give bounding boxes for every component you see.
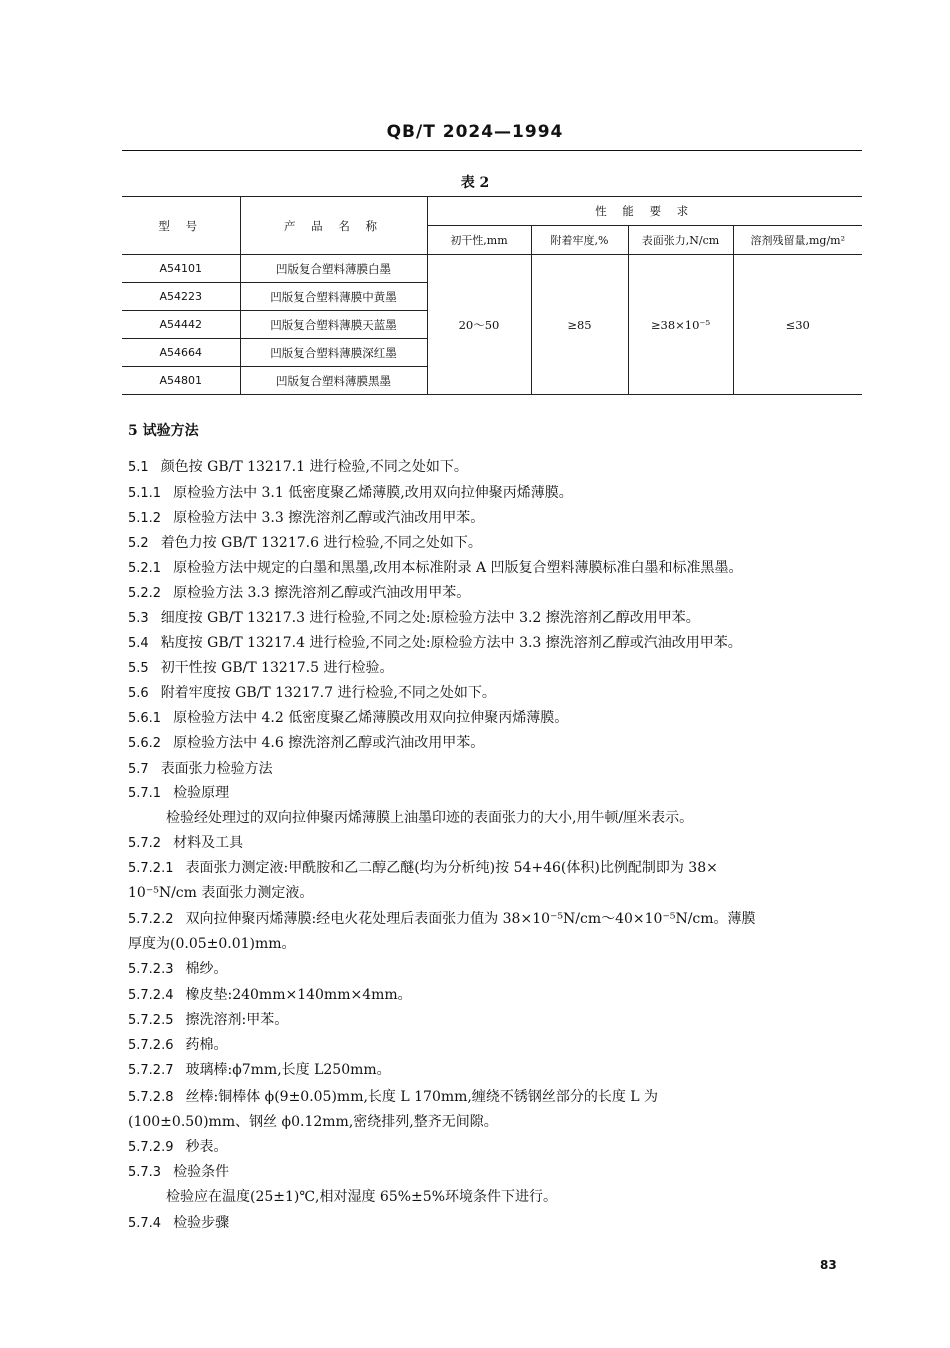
row-model: A54801 [122, 367, 240, 395]
clause-number: 5.2.1 [128, 561, 162, 576]
clause-number: 5.7.2.4 [128, 988, 174, 1003]
clause-text: 玻璃棒:ϕ7mm,长度 L250mm。 [185, 1062, 391, 1078]
clause-number: 5.3 [128, 611, 149, 626]
table-caption: 表 2 [460, 175, 490, 191]
clause-text: 附着牢度按 GB/T 13217.7 进行检验,不同之处如下。 [160, 685, 496, 701]
clause-line [128, 1161, 229, 1181]
clause-line [128, 782, 229, 802]
clause-text: 擦洗溶剂:甲苯。 [185, 1012, 289, 1028]
row-model: A54664 [122, 339, 240, 367]
clause-number: 5.7.2.3 [128, 962, 174, 977]
col-header-model: 型 号 [122, 197, 240, 255]
sub-header-adhesion: 附着牢度,% [531, 226, 628, 255]
clause-number: 5.7.2.5 [128, 1013, 174, 1028]
performance-table [122, 196, 862, 395]
clause-number: 5.7.3 [128, 1165, 162, 1180]
clause-line [128, 1009, 288, 1029]
clause-line [128, 958, 227, 978]
clause-text: 材料及工具 [173, 835, 244, 851]
clause-number: 5.7.2.8 [128, 1090, 174, 1105]
col-header-performance: 性 能 要 求 [427, 197, 862, 226]
clause-text: 着色力按 GB/T 13217.6 进行检验,不同之处如下。 [160, 535, 482, 551]
clause-text: 表面张力检验方法 [160, 761, 273, 777]
clause-text: 丝棒:铜棒体 ϕ(9±0.05)mm,长度 L 170mm,缠绕不锈钢丝部分的长度 L 为 [185, 1089, 659, 1105]
clause-number: 5.7.2.9 [128, 1140, 174, 1155]
clause-text: 原检验方法中 4.2 低密度聚乙烯薄膜改用双向拉伸聚丙烯薄膜。 [173, 710, 569, 726]
section-title: 5 试验方法 [128, 423, 199, 439]
clause-paragraph: 检验经处理过的双向拉伸聚丙烯薄膜上油墨印迹的表面张力的大小,用牛顿/厘米表示。 [166, 810, 694, 826]
clause-text: 检验步骤 [173, 1215, 230, 1231]
row-model: A54223 [122, 283, 240, 311]
clause-number: 5.4 [128, 636, 149, 651]
clause-number: 5.6 [128, 686, 149, 701]
col-header-name: 产 品 名 称 [240, 197, 427, 255]
sub-header-solvent-residue: 溶剂残留量,mg/m² [733, 226, 862, 255]
header-rule [122, 150, 862, 151]
clause-text: 橡皮垫:240mm×140mm×4mm。 [185, 987, 412, 1003]
clause-line [128, 582, 470, 602]
clause-line [128, 657, 393, 677]
row-name: 凹版复合塑料薄膜中黄墨 [240, 283, 427, 311]
clause-text: 药棉。 [185, 1037, 228, 1053]
clause-line [128, 732, 484, 752]
clause-line [128, 482, 573, 502]
page-number: 83 [820, 1258, 837, 1272]
clause-line [128, 682, 496, 702]
row-model: A54442 [122, 311, 240, 339]
clause-line [128, 984, 412, 1004]
clause-line [128, 857, 718, 877]
row-model: A54101 [122, 255, 240, 283]
clause-text: 检验原理 [173, 785, 230, 801]
clause-text: 双向拉伸聚丙烯薄膜:经电火花处理后表面张力值为 38×10⁻⁵N/cm～40×10⁻⁵N/cm。薄膜 [185, 911, 756, 927]
clause-number: 5.7.2.7 [128, 1063, 174, 1078]
value-adhesion: ≥85 [531, 255, 628, 395]
clause-line [128, 1086, 658, 1106]
clause-paragraph: 检验应在温度(25±1)℃,相对湿度 65%±5%环境条件下进行。 [166, 1189, 557, 1205]
clause-number: 5.7.2.6 [128, 1038, 174, 1053]
clause-number: 5.1.2 [128, 511, 162, 526]
clause-line [128, 507, 484, 527]
clause-text: 原检验方法 3.3 擦洗溶剂乙醇或汽油改用甲苯。 [173, 585, 471, 601]
row-name: 凹版复合塑料薄膜白墨 [240, 255, 427, 283]
clause-line [128, 707, 568, 727]
value-initial-dryness: 20～50 [427, 255, 531, 395]
clause-number: 5.7.2 [128, 836, 162, 851]
clause-number: 5.1.1 [128, 486, 162, 501]
clause-number: 5.2.2 [128, 586, 162, 601]
clause-text: 秒表。 [185, 1139, 228, 1155]
clause-text: 原检验方法中 3.1 低密度聚乙烯薄膜,改用双向拉伸聚丙烯薄膜。 [173, 485, 573, 501]
clause-text: 原检验方法中 3.3 擦洗溶剂乙醇或汽油改用甲苯。 [173, 510, 485, 526]
clause-line [128, 1212, 229, 1232]
clause-text: 检验条件 [173, 1164, 230, 1180]
standard-code-header: QB/T 2024—1994 [386, 122, 564, 142]
row-name: 凹版复合塑料薄膜天蓝墨 [240, 311, 427, 339]
clause-text: 棉纱。 [185, 961, 228, 977]
clause-number: 5.7.1 [128, 786, 162, 801]
clause-line [128, 557, 743, 577]
clause-number: 5.7 [128, 762, 149, 777]
clause-text: 表面张力测定液:甲酰胺和乙二醇乙醚(均为分析纯)按 54+46(体积)比例配制即为 38× [185, 860, 718, 876]
clause-number: 5.6.1 [128, 711, 162, 726]
table-row [122, 255, 862, 283]
clause-number: 5.6.2 [128, 736, 162, 751]
sub-header-initial-dryness: 初干性,mm [427, 226, 531, 255]
clause-line [128, 908, 756, 928]
clause-number: 5.7.2.2 [128, 912, 174, 927]
clause-line [128, 632, 742, 652]
clause-number: 5.1 [128, 460, 149, 475]
clause-line [128, 1136, 227, 1156]
clause-text: 粘度按 GB/T 13217.4 进行检验,不同之处:原检验方法中 3.3 擦洗溶剂乙醇或汽油改用甲苯。 [160, 635, 742, 651]
clause-text: 原检验方法中规定的白墨和黑墨,改用本标准附录 A 凹版复合塑料薄膜标准白墨和标准黑墨。 [173, 560, 743, 576]
sub-header-surface-tension: 表面张力,N/cm [628, 226, 733, 255]
clause-line [128, 758, 273, 778]
row-name: 凹版复合塑料薄膜黑墨 [240, 367, 427, 395]
clause-number: 5.2 [128, 536, 149, 551]
clause-line [128, 1034, 227, 1054]
clause-continuation: 厚度为(0.05±0.01)mm。 [128, 936, 296, 952]
clause-line [128, 607, 700, 627]
clause-line [128, 832, 243, 852]
clause-line [128, 456, 468, 476]
clause-line [128, 1059, 391, 1079]
clause-number: 5.7.4 [128, 1216, 162, 1231]
value-surface-tension: ≥38×10⁻⁵ [628, 255, 733, 395]
clause-number: 5.5 [128, 661, 149, 676]
clause-number: 5.7.2.1 [128, 861, 174, 876]
value-solvent-residue: ≤30 [733, 255, 862, 395]
clause-line [128, 532, 482, 552]
clause-text: 细度按 GB/T 13217.3 进行检验,不同之处:原检验方法中 3.2 擦洗溶剂乙醇改用甲苯。 [160, 610, 700, 626]
row-name: 凹版复合塑料薄膜深红墨 [240, 339, 427, 367]
clause-text: 初干性按 GB/T 13217.5 进行检验。 [160, 660, 394, 676]
clause-continuation: 10⁻⁵N/cm 表面张力测定液。 [128, 885, 314, 901]
clause-continuation: (100±0.50)mm、钢丝 ϕ0.12mm,密绕排列,整齐无间隙。 [128, 1114, 498, 1130]
clause-text: 颜色按 GB/T 13217.1 进行检验,不同之处如下。 [160, 459, 468, 475]
clause-text: 原检验方法中 4.6 擦洗溶剂乙醇或汽油改用甲苯。 [173, 735, 485, 751]
